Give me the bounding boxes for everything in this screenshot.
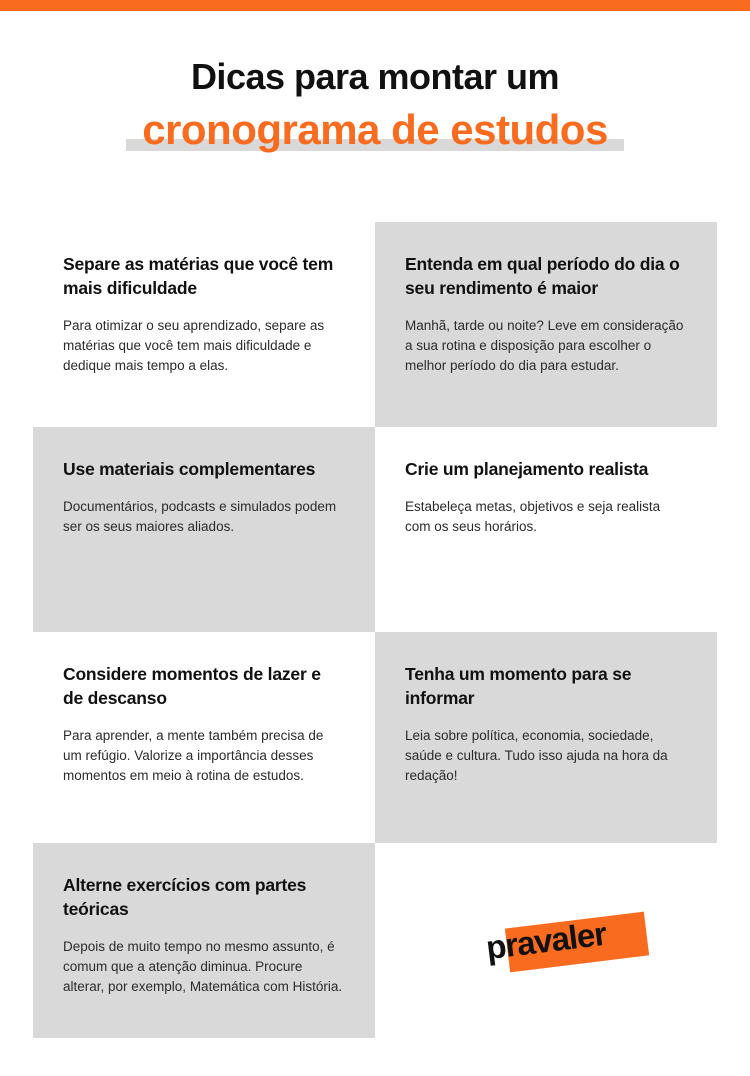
tip-card-6: [375, 632, 717, 843]
tip-card-2: [375, 222, 717, 427]
tip-card-3: [33, 427, 375, 632]
pravaler-logo: [441, 906, 651, 986]
logo-text: pravaler: [483, 914, 608, 966]
tip-card-4-body: Estabeleça metas, objetivos e seja realista com os seus horários.: [405, 499, 661, 534]
tip-card-1-heading: Separe as matérias que você tem mais dificuldade: [63, 254, 334, 298]
tip-card-3-body: Documentários, podcasts e simulados podem ser os seus maiores aliados.: [63, 499, 337, 534]
tip-card-5-body: Para aprender, a mente também precisa de um refúgio. Valorize a importância desses momentos em meio à rotina de estudos.: [63, 728, 324, 783]
page-title-line1: Dicas para montar um: [190, 56, 560, 97]
tip-card-3-heading: Use materiais complementares: [63, 459, 316, 479]
tip-card-1: [33, 222, 375, 427]
tip-card-7-heading: Alterne exercícios com partes teóricas: [63, 875, 307, 919]
tip-card-6-heading: Tenha um momento para se informar: [405, 664, 632, 708]
page-header: [0, 55, 750, 155]
tip-card-4-heading: Crie um planejamento realista: [405, 459, 649, 479]
page-title-line2: cronograma de estudos: [142, 106, 608, 153]
page-title-highlight-wrap: [138, 105, 612, 155]
tip-card-2-body: Manhã, tarde ou noite? Leve em consideração a sua rotina e disposição para escolher o melhor período do dia para estudar.: [405, 318, 684, 373]
tip-card-4: [375, 427, 717, 632]
tip-card-5: [33, 632, 375, 843]
tip-card-7: [33, 843, 375, 1038]
tip-card-2-heading: Entenda em qual período do dia o seu rendimento é maior: [405, 254, 680, 298]
tip-card-1-body: Para otimizar o seu aprendizado, separe as matérias que você tem mais dificuldade e dedique mais tempo a elas.: [63, 318, 325, 373]
tip-card-5-heading: Considere momentos de lazer e de descanso: [63, 664, 321, 708]
tip-card-6-body: Leia sobre política, economia, sociedade, saúde e cultura. Tudo isso ajuda na hora da redação!: [405, 728, 668, 783]
tip-card-7-body: Depois de muito tempo no mesmo assunto, é comum que a atenção diminua. Procure alterar, por exemplo, Matemática com História.: [63, 939, 343, 994]
brand-logo-cell: [375, 843, 717, 1038]
top-accent-bar: [0, 0, 750, 11]
tips-grid: [33, 222, 717, 1038]
